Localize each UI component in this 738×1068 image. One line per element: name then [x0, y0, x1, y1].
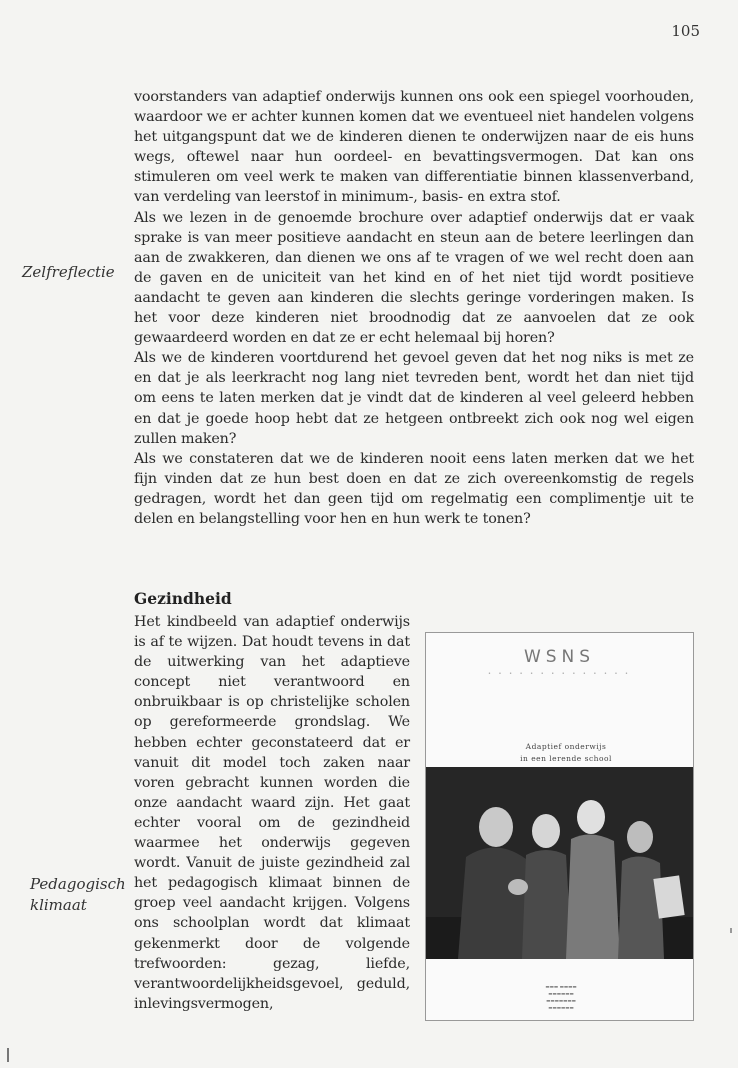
brochure-logo: WSNS: [523, 647, 596, 667]
classroom-photo: [426, 767, 693, 959]
brochure-title: [466, 741, 666, 765]
paragraph: Als we de kinderen voortdurend het gevoel geven dat het nog niks is met ze en dat je als leerkracht nog lang niet tevreden bent, wordt het dan niet tijd om eens te laten merken dat je vindt dat de kinderen al veel geleerd hebben en dat je goede hoop hebt dat ze hetgeen ontbreekt zich ook nog wel eigen zullen maken?: [134, 350, 694, 447]
brochure-tagline-decoration: • • • • • • • • • • • • • •: [488, 671, 631, 677]
brochure-title-line: Adaptief onderwijs: [525, 742, 607, 751]
edge-mark: [7, 1048, 9, 1062]
section-text: [134, 612, 410, 1014]
paragraph: Als we constateren dat we de kinderen nooit eens laten merken dat we het fijn vinden dat ze hun best doen en dat ze zich overeenkomstig de regels gedragen, wordt het dan geen tijd om regelmatig een complimentje uit te delen en belangstelling voor hen en hun werk te tonen?: [134, 450, 694, 527]
intro-text: [134, 87, 694, 529]
margin-note-zelfreflectie: Zelfreflectie: [22, 263, 115, 281]
brochure-fine-print-decoration: ▬▬▬ ▬▬▬▬ ▬▬▬▬▬▬ ▬▬▬▬▬▬▬ ▬▬▬▬▬▬: [545, 985, 577, 1011]
paragraph: Als we lezen in de genoemde brochure over adaptief onderwijs dat er vaak sprake is van meer positieve aandacht en steun aan de betere leerlingen dan aan de zwakkeren, dan dienen we ons af te vragen of we wel recht doen aan de gaven en de uniciteit van het kind en of het niet tijd wordt positieve aandacht te geven aan kinderen die slechts geringe vorderingen maken. Is het voor deze kinderen niet broodnodig dat ze aanvoelen dat ze ook gewaardeerd worden en dat ze er echt helemaal bij horen?: [134, 209, 694, 347]
margin-note-pedagogisch: Pedagogisch klimaat: [30, 875, 126, 914]
paragraph: Het kindbeeld van adaptief onderwijs is af te wijzen. Dat houdt tevens in dat de uitwerking van het adaptieve concept niet verantwoord en onbruikbaar is op christelijke scholen op gereformeerde grondslag. We hebben echter geconstateerd dat er vanuit dit model toch zaken naar voren gebracht kunnen worden die onze aandacht waard zijn. Het gaat echter vooral om de gezindheid waarmee het onderwijs gegeven wordt. Vanuit de juiste gezindheid zal het pedagogisch klimaat binnen de groep veel aandacht krijgen. Volgens ons schoolplan wordt dat klimaat gekenmerkt door de volgende trefwoorden: gezag, liefde, verantwoordelijkheidsgevoel, geduld, inlevingsvermogen,: [134, 614, 410, 1012]
paragraph: voorstanders van adaptief onderwijs kunnen ons ook een spiegel voorhouden, waardoor we er achter kunnen komen dat we eventueel niet handelen volgens het uitgangspunt dat we de kinderen dienen te onderwijzen naar de eis huns wegs, oftewel naar hun oordeel- en bevattingsvermogen. Dat kan ons stimuleren om veel werk te maken van differentiatie binnen klassenverband, van verdeling van leerstof in minimum-, basis- en extra stof.: [134, 89, 694, 206]
edge-mark: [730, 928, 732, 933]
page-number: 105: [671, 22, 700, 40]
brochure-title-line: in een lerende school: [520, 754, 612, 763]
section-heading: Gezindheid: [134, 589, 232, 608]
brochure-cover-image: [425, 632, 694, 1021]
